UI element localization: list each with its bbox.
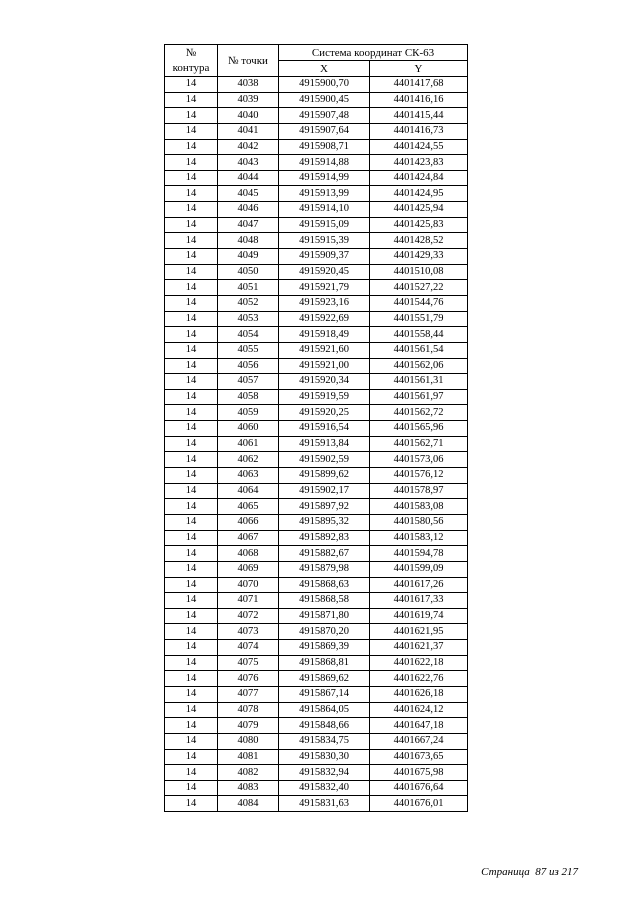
table-row <box>165 358 468 374</box>
cell-point: 4061 <box>218 436 279 452</box>
table-row <box>165 577 468 593</box>
table-row <box>165 123 468 139</box>
cell-y: 4401576,12 <box>370 468 468 484</box>
cell-x: 4915900,45 <box>279 92 370 108</box>
cell-x: 4915864,05 <box>279 702 370 718</box>
cell-x: 4915913,99 <box>279 186 370 202</box>
cell-contour: 14 <box>165 186 218 202</box>
cell-point: 4055 <box>218 342 279 358</box>
table-row <box>165 733 468 749</box>
cell-contour: 14 <box>165 765 218 781</box>
cell-x: 4915899,62 <box>279 468 370 484</box>
cell-contour: 14 <box>165 327 218 343</box>
cell-point: 4082 <box>218 765 279 781</box>
table-row <box>165 561 468 577</box>
cell-y: 4401562,06 <box>370 358 468 374</box>
table-row <box>165 327 468 343</box>
cell-point: 4072 <box>218 608 279 624</box>
cell-point: 4048 <box>218 233 279 249</box>
cell-contour: 14 <box>165 280 218 296</box>
page-footer <box>481 866 578 878</box>
cell-x: 4915897,92 <box>279 499 370 515</box>
cell-contour: 14 <box>165 530 218 546</box>
cell-y: 4401561,97 <box>370 389 468 405</box>
cell-y: 4401424,95 <box>370 186 468 202</box>
cell-x: 4915867,14 <box>279 686 370 702</box>
cell-contour: 14 <box>165 421 218 437</box>
cell-point: 4078 <box>218 702 279 718</box>
cell-contour: 14 <box>165 358 218 374</box>
table-row <box>165 796 468 812</box>
cell-y: 4401416,16 <box>370 92 468 108</box>
cell-y: 4401424,55 <box>370 139 468 155</box>
table-row <box>165 749 468 765</box>
cell-point: 4063 <box>218 468 279 484</box>
cell-contour: 14 <box>165 264 218 280</box>
cell-contour: 14 <box>165 749 218 765</box>
cell-y: 4401562,72 <box>370 405 468 421</box>
cell-x: 4915915,09 <box>279 217 370 233</box>
cell-x: 4915908,71 <box>279 139 370 155</box>
cell-x: 4915900,70 <box>279 77 370 93</box>
cell-x: 4915921,00 <box>279 358 370 374</box>
cell-y: 4401429,33 <box>370 249 468 265</box>
table-row <box>165 608 468 624</box>
cell-contour: 14 <box>165 155 218 171</box>
cell-contour: 14 <box>165 640 218 656</box>
cell-x: 4915848,66 <box>279 718 370 734</box>
cell-x: 4915919,59 <box>279 389 370 405</box>
cell-x: 4915892,83 <box>279 530 370 546</box>
table-row <box>165 421 468 437</box>
cell-x: 4915834,75 <box>279 733 370 749</box>
cell-y: 4401551,79 <box>370 311 468 327</box>
cell-contour: 14 <box>165 217 218 233</box>
table-row <box>165 155 468 171</box>
cell-y: 4401573,06 <box>370 452 468 468</box>
table-header <box>165 45 468 77</box>
cell-y: 4401425,83 <box>370 217 468 233</box>
cell-contour: 14 <box>165 374 218 390</box>
cell-contour: 14 <box>165 702 218 718</box>
cell-contour: 14 <box>165 389 218 405</box>
cell-point: 4067 <box>218 530 279 546</box>
cell-y: 4401583,08 <box>370 499 468 515</box>
cell-contour: 14 <box>165 671 218 687</box>
table-body <box>165 77 468 812</box>
table-row <box>165 593 468 609</box>
cell-point: 4068 <box>218 546 279 562</box>
cell-x: 4915868,58 <box>279 593 370 609</box>
cell-point: 4043 <box>218 155 279 171</box>
cell-x: 4915868,63 <box>279 577 370 593</box>
cell-x: 4915831,63 <box>279 796 370 812</box>
cell-point: 4062 <box>218 452 279 468</box>
cell-point: 4053 <box>218 311 279 327</box>
cell-point: 4075 <box>218 655 279 671</box>
cell-y: 4401617,33 <box>370 593 468 609</box>
cell-y: 4401417,68 <box>370 77 468 93</box>
cell-contour: 14 <box>165 311 218 327</box>
cell-point: 4045 <box>218 186 279 202</box>
cell-point: 4042 <box>218 139 279 155</box>
cell-y: 4401676,01 <box>370 796 468 812</box>
cell-y: 4401527,22 <box>370 280 468 296</box>
cell-contour: 14 <box>165 655 218 671</box>
cell-point: 4080 <box>218 733 279 749</box>
cell-point: 4076 <box>218 671 279 687</box>
cell-x: 4915907,48 <box>279 108 370 124</box>
cell-y: 4401647,18 <box>370 718 468 734</box>
table-row <box>165 264 468 280</box>
cell-x: 4915869,39 <box>279 640 370 656</box>
cell-point: 4056 <box>218 358 279 374</box>
table-row <box>165 202 468 218</box>
cell-y: 4401565,96 <box>370 421 468 437</box>
table-row <box>165 186 468 202</box>
table-row <box>165 77 468 93</box>
cell-y: 4401619,74 <box>370 608 468 624</box>
cell-x: 4915832,94 <box>279 765 370 781</box>
cell-contour: 14 <box>165 405 218 421</box>
cell-contour: 14 <box>165 139 218 155</box>
cell-point: 4040 <box>218 108 279 124</box>
cell-contour: 14 <box>165 514 218 530</box>
cell-y: 4401624,12 <box>370 702 468 718</box>
cell-contour: 14 <box>165 718 218 734</box>
footer-page-total: 217 <box>561 866 578 878</box>
cell-x: 4915870,20 <box>279 624 370 640</box>
table-row <box>165 405 468 421</box>
cell-x: 4915879,98 <box>279 561 370 577</box>
cell-x: 4915902,59 <box>279 452 370 468</box>
cell-y: 4401580,56 <box>370 514 468 530</box>
cell-y: 4401621,37 <box>370 640 468 656</box>
cell-x: 4915920,34 <box>279 374 370 390</box>
cell-y: 4401667,24 <box>370 733 468 749</box>
header-coordinate-system: Система координат СК-63 <box>279 45 468 61</box>
coordinates-table <box>164 44 468 812</box>
table-row <box>165 217 468 233</box>
table-row <box>165 546 468 562</box>
table-row <box>165 686 468 702</box>
cell-contour: 14 <box>165 593 218 609</box>
cell-y: 4401562,71 <box>370 436 468 452</box>
cell-point: 4064 <box>218 483 279 499</box>
cell-x: 4915921,79 <box>279 280 370 296</box>
cell-y: 4401428,52 <box>370 233 468 249</box>
cell-y: 4401676,64 <box>370 780 468 796</box>
cell-point: 4044 <box>218 170 279 186</box>
table-row <box>165 780 468 796</box>
cell-point: 4041 <box>218 123 279 139</box>
cell-contour: 14 <box>165 233 218 249</box>
cell-point: 4046 <box>218 202 279 218</box>
cell-point: 4065 <box>218 499 279 515</box>
cell-point: 4060 <box>218 421 279 437</box>
cell-point: 4081 <box>218 749 279 765</box>
cell-point: 4066 <box>218 514 279 530</box>
cell-x: 4915913,84 <box>279 436 370 452</box>
header-x: X <box>279 61 370 77</box>
cell-point: 4071 <box>218 593 279 609</box>
table-row <box>165 139 468 155</box>
table-row <box>165 280 468 296</box>
header-contour-word: контура <box>172 61 210 74</box>
table-row <box>165 92 468 108</box>
cell-y: 4401416,73 <box>370 123 468 139</box>
cell-x: 4915920,25 <box>279 405 370 421</box>
cell-point: 4059 <box>218 405 279 421</box>
cell-x: 4915914,88 <box>279 155 370 171</box>
cell-point: 4070 <box>218 577 279 593</box>
cell-contour: 14 <box>165 108 218 124</box>
cell-y: 4401626,18 <box>370 686 468 702</box>
cell-x: 4915918,49 <box>279 327 370 343</box>
cell-y: 4401675,98 <box>370 765 468 781</box>
cell-x: 4915907,64 <box>279 123 370 139</box>
cell-contour: 14 <box>165 295 218 311</box>
cell-point: 4079 <box>218 718 279 734</box>
table-row <box>165 468 468 484</box>
cell-contour: 14 <box>165 686 218 702</box>
cell-x: 4915915,39 <box>279 233 370 249</box>
cell-x: 4915914,10 <box>279 202 370 218</box>
cell-point: 4049 <box>218 249 279 265</box>
cell-x: 4915909,37 <box>279 249 370 265</box>
cell-contour: 14 <box>165 92 218 108</box>
cell-contour: 14 <box>165 452 218 468</box>
cell-y: 4401425,94 <box>370 202 468 218</box>
cell-contour: 14 <box>165 123 218 139</box>
cell-point: 4069 <box>218 561 279 577</box>
cell-contour: 14 <box>165 77 218 93</box>
table-row <box>165 530 468 546</box>
table-row <box>165 233 468 249</box>
cell-point: 4047 <box>218 217 279 233</box>
cell-contour: 14 <box>165 561 218 577</box>
footer-page-of: из <box>548 866 559 878</box>
cell-contour: 14 <box>165 483 218 499</box>
cell-x: 4915871,80 <box>279 608 370 624</box>
cell-point: 4039 <box>218 92 279 108</box>
cell-point: 4058 <box>218 389 279 405</box>
cell-contour: 14 <box>165 499 218 515</box>
cell-point: 4057 <box>218 374 279 390</box>
cell-point: 4052 <box>218 295 279 311</box>
table-row <box>165 640 468 656</box>
cell-y: 4401544,76 <box>370 295 468 311</box>
cell-point: 4038 <box>218 77 279 93</box>
cell-y: 4401415,44 <box>370 108 468 124</box>
table-row <box>165 170 468 186</box>
cell-x: 4915830,30 <box>279 749 370 765</box>
table-row <box>165 311 468 327</box>
cell-x: 4915914,99 <box>279 170 370 186</box>
footer-page-current: 87 <box>535 866 547 878</box>
cell-x: 4915920,45 <box>279 264 370 280</box>
table-row <box>165 342 468 358</box>
cell-y: 4401617,26 <box>370 577 468 593</box>
cell-point: 4077 <box>218 686 279 702</box>
cell-point: 4073 <box>218 624 279 640</box>
table-row <box>165 436 468 452</box>
cell-contour: 14 <box>165 468 218 484</box>
cell-x: 4915923,16 <box>279 295 370 311</box>
cell-contour: 14 <box>165 170 218 186</box>
cell-contour: 14 <box>165 780 218 796</box>
cell-contour: 14 <box>165 202 218 218</box>
table-row <box>165 249 468 265</box>
table-row <box>165 452 468 468</box>
cell-point: 4050 <box>218 264 279 280</box>
table-row <box>165 765 468 781</box>
cell-y: 4401424,84 <box>370 170 468 186</box>
header-contour-number <box>165 45 218 77</box>
table-row <box>165 718 468 734</box>
cell-y: 4401594,78 <box>370 546 468 562</box>
cell-x: 4915921,60 <box>279 342 370 358</box>
cell-y: 4401423,83 <box>370 155 468 171</box>
footer-page-label: Страница <box>481 866 530 878</box>
cell-point: 4074 <box>218 640 279 656</box>
cell-point: 4084 <box>218 796 279 812</box>
cell-contour: 14 <box>165 608 218 624</box>
cell-contour: 14 <box>165 546 218 562</box>
cell-y: 4401622,18 <box>370 655 468 671</box>
table-row <box>165 655 468 671</box>
cell-x: 4915922,69 <box>279 311 370 327</box>
cell-x: 4915868,81 <box>279 655 370 671</box>
cell-y: 4401673,65 <box>370 749 468 765</box>
cell-x: 4915902,17 <box>279 483 370 499</box>
table-row <box>165 374 468 390</box>
cell-y: 4401561,54 <box>370 342 468 358</box>
cell-y: 4401561,31 <box>370 374 468 390</box>
table-row <box>165 702 468 718</box>
cell-x: 4915916,54 <box>279 421 370 437</box>
cell-contour: 14 <box>165 733 218 749</box>
cell-y: 4401510,08 <box>370 264 468 280</box>
cell-contour: 14 <box>165 249 218 265</box>
table-row <box>165 483 468 499</box>
table-row <box>165 499 468 515</box>
cell-contour: 14 <box>165 796 218 812</box>
cell-x: 4915832,40 <box>279 780 370 796</box>
cell-contour: 14 <box>165 436 218 452</box>
cell-point: 4051 <box>218 280 279 296</box>
cell-y: 4401599,09 <box>370 561 468 577</box>
header-point-number: № точки <box>218 45 279 77</box>
cell-contour: 14 <box>165 342 218 358</box>
cell-contour: 14 <box>165 624 218 640</box>
table-row <box>165 389 468 405</box>
cell-x: 4915882,67 <box>279 546 370 562</box>
header-y: Y <box>370 61 468 77</box>
header-contour-number-sign: № <box>185 46 197 59</box>
cell-x: 4915895,32 <box>279 514 370 530</box>
cell-y: 4401558,44 <box>370 327 468 343</box>
table-row <box>165 514 468 530</box>
cell-y: 4401621,95 <box>370 624 468 640</box>
cell-x: 4915869,62 <box>279 671 370 687</box>
table-row <box>165 624 468 640</box>
cell-point: 4083 <box>218 780 279 796</box>
cell-contour: 14 <box>165 577 218 593</box>
table-row <box>165 108 468 124</box>
cell-y: 4401578,97 <box>370 483 468 499</box>
cell-y: 4401583,12 <box>370 530 468 546</box>
table-row <box>165 295 468 311</box>
cell-point: 4054 <box>218 327 279 343</box>
table-row <box>165 671 468 687</box>
cell-y: 4401622,76 <box>370 671 468 687</box>
